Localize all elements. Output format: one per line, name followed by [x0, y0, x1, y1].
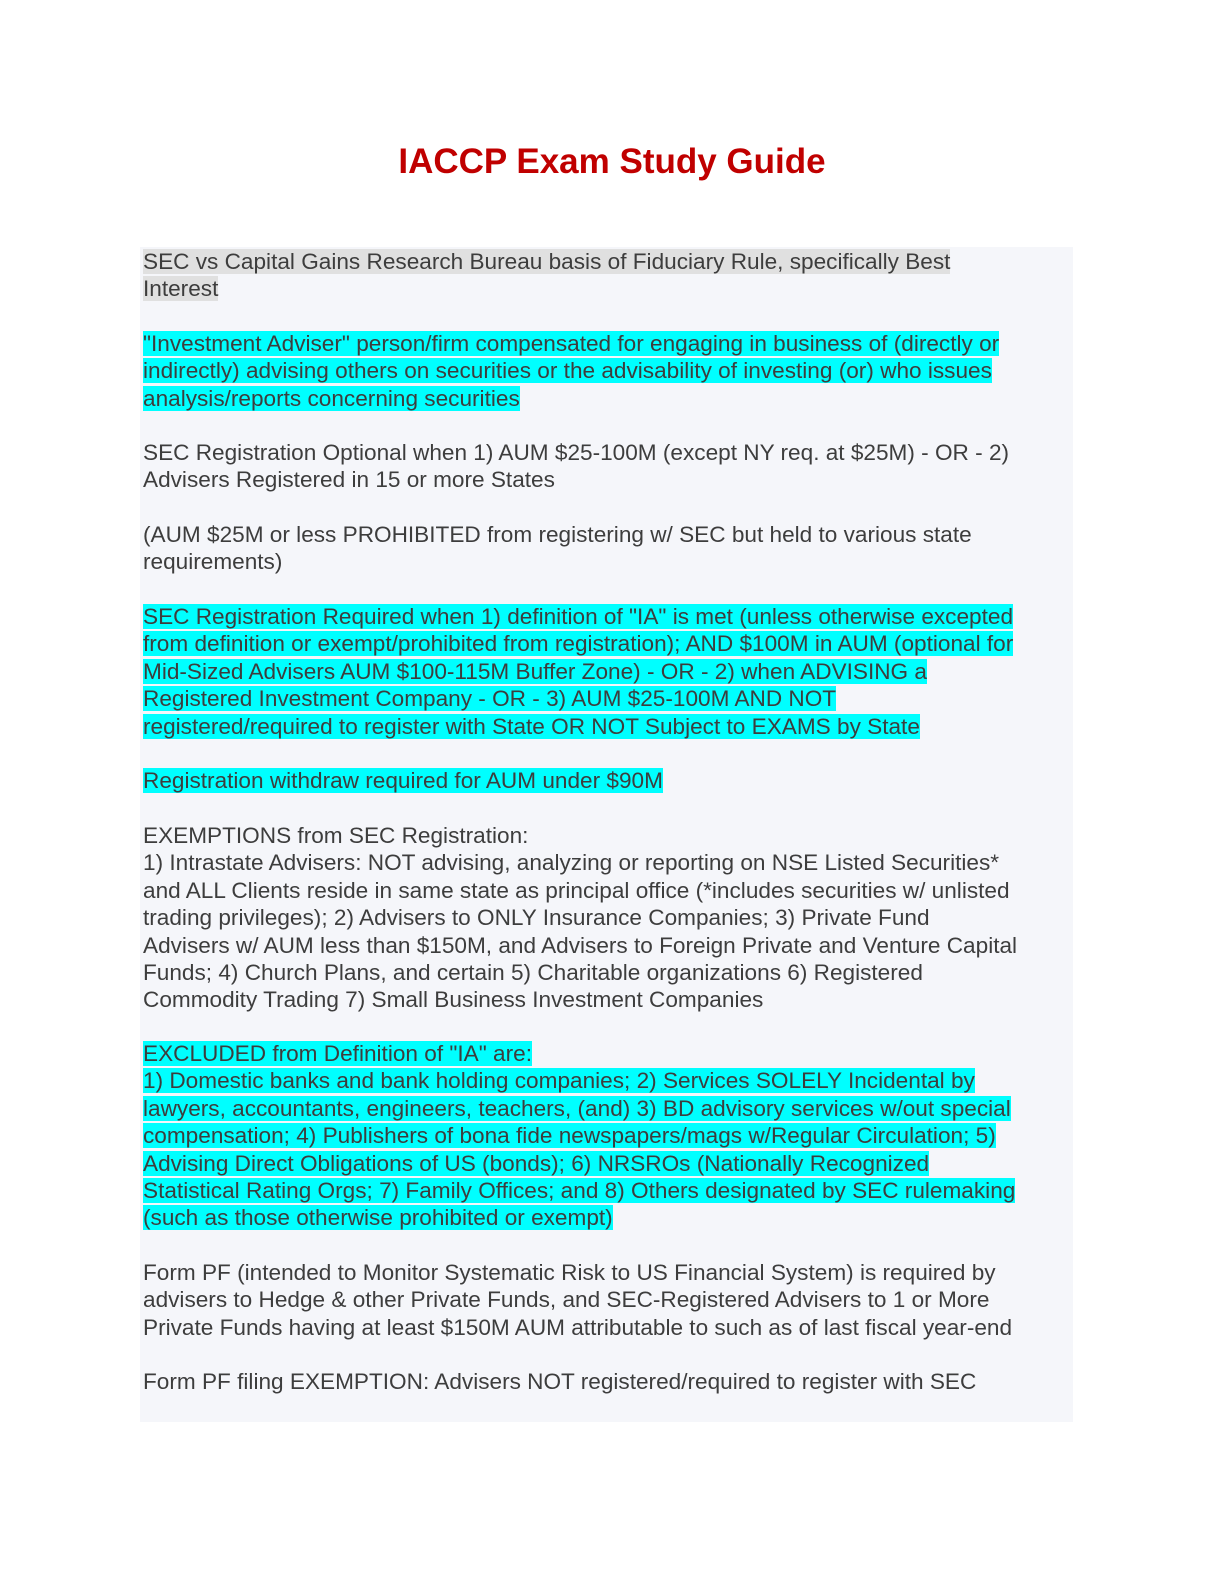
text-line: requirements): [143, 549, 283, 575]
text-line: EXCLUDED from Definition of "IA" are:: [143, 1041, 532, 1066]
text-line: SEC Registration Required when 1) definition of "IA" is met (unless otherwise excepted: [143, 604, 1014, 629]
paragraph-excluded-from-definition: [143, 1040, 1073, 1232]
text-line: Form PF filing EXEMPTION: Advisers NOT registered/required to register with SEC: [143, 1369, 977, 1394]
text-line: compensation; 4) Publishers of bona fide newspapers/mags w/Regular Circulation; 5): [143, 1123, 996, 1149]
text-line: Advisers Registered in 15 or more States: [143, 467, 555, 493]
text-line: 1) Intrastate Advisers: NOT advising, analyzing or reporting on NSE Listed Securities*: [143, 850, 1000, 876]
paragraph-form-pf-exemption: [143, 1368, 1073, 1395]
paragraph-investment-adviser-definition: [143, 330, 1073, 412]
text-line: Private Funds having at least $150M AUM attributable to such as of last fiscal year-end: [143, 1314, 1013, 1340]
text-line: analysis/reports concerning securities: [143, 385, 520, 411]
text-line: SEC vs Capital Gains Research Bureau basis of Fiduciary Rule, specifically Best: [143, 249, 951, 274]
text-line: registered/required to register with State OR NOT Subject to EXAMS by State: [143, 713, 920, 739]
text-line: trading privileges); 2) Advisers to ONLY Insurance Companies; 3) Private Fund: [143, 905, 930, 931]
paragraph-form-pf: [143, 1259, 1073, 1341]
document-title: IACCP Exam Study Guide: [398, 142, 826, 181]
text-line: (AUM $25M or less PROHIBITED from registering w/ SEC but held to various state: [143, 522, 972, 547]
text-line: Statistical Rating Orgs; 7) Family Offices; and 8) Others designated by SEC rulemaking: [143, 1177, 1016, 1203]
paragraph-registration-optional: [143, 439, 1073, 494]
text-line: Registration withdraw required for AUM under $90M: [143, 768, 663, 793]
paragraph-exemptions: [143, 822, 1073, 1014]
text-line: SEC Registration Optional when 1) AUM $25-100M (except NY req. at $25M) - OR - 2): [143, 440, 1010, 465]
text-line: EXEMPTIONS from SEC Registration:: [143, 823, 529, 848]
text-line: 1) Domestic banks and bank holding companies; 2) Services SOLELY Incidental by: [143, 1068, 975, 1094]
text-line: and ALL Clients reside in same state as principal office (*includes securities w/ unlisted: [143, 877, 1010, 903]
text-line: Mid-Sized Advisers AUM $100-115M Buffer Zone) - OR - 2) when ADVISING a: [143, 658, 927, 684]
paragraph-registration-prohibited: [143, 521, 1073, 576]
text-line: "Investment Adviser" person/firm compensated for engaging in business of (directly or: [143, 331, 1000, 356]
text-line: Advisers w/ AUM less than $150M, and Advisers to Foreign Private and Venture Capital: [143, 932, 1018, 958]
paragraph-registration-required: [143, 603, 1073, 740]
text-line: lawyers, accountants, engineers, teachers, (and) 3) BD advisory services w/out special: [143, 1095, 1011, 1121]
text-line: Interest: [143, 276, 219, 302]
text-line: Form PF (intended to Monitor Systematic Risk to US Financial System) is required by: [143, 1260, 996, 1285]
text-line: from definition or exempt/prohibited from registration); AND $100M in AUM (optional for: [143, 631, 1014, 657]
text-line: (such as those otherwise prohibited or exempt): [143, 1205, 613, 1231]
paragraph-registration-withdraw: [143, 767, 1073, 794]
text-line: advisers to Hedge & other Private Funds, and SEC-Registered Advisers to 1 or More: [143, 1287, 990, 1313]
paragraph-fiduciary-rule: [143, 248, 1073, 303]
text-line: Registered Investment Company - OR - 3) AUM $25-100M AND NOT: [143, 686, 837, 712]
text-line: Funds; 4) Church Plans, and certain 5) Charitable organizations 6) Registered: [143, 959, 923, 985]
text-line: indirectly) advising others on securities or the advisability of investing (or) who issues: [143, 358, 992, 384]
text-line: Commodity Trading 7) Small Business Investment Companies: [143, 987, 764, 1013]
text-line: Advising Direct Obligations of US (bonds); 6) NRSROs (Nationally Recognized: [143, 1150, 930, 1176]
